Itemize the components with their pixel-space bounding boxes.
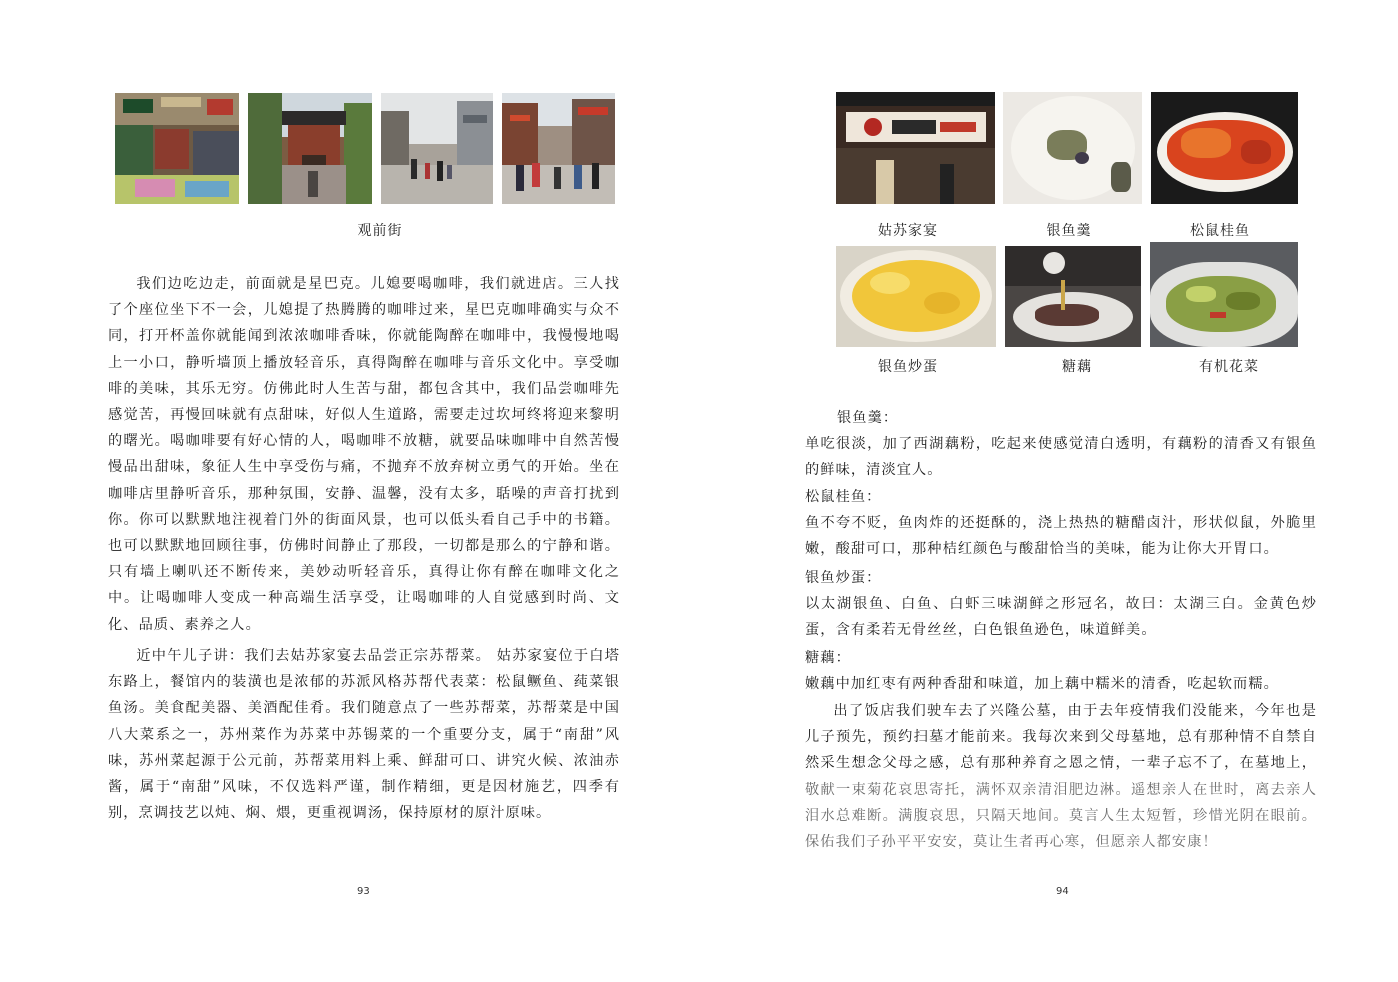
text-songshu-guiyu: 鱼不夸不贬，鱼肉炸的还挺酥的，浇上热热的糖醋卤汁，形状似鼠，外脆里 嫩，酸甜可口，那种桔红颜色与酸甜恰当的美味，能为让你大开胃口。 — [805, 515, 1317, 558]
paragraph-starbucks: 我们边吃边走，前面就是星巴克。儿媳要喝咖啡，我们就进店。三人找了个座位坐下不一会，儿媳提了热腾腾的咖啡过来，星巴克咖啡确实与众不同，打开杯盖你就能闻到浓浓咖啡香味，你就能陶醉在咖啡中，我慢慢地喝上一小口，静听墙顶上播放轻音乐，真得陶醉在咖啡与音乐文化中。享受咖啡的美味，其乐无穷。仿佛此时人生苦与甜，都包含其中，我们品尝咖啡先感觉苦，再慢回味就有点甜味，好似人生道路，需要走过坎坷终将迎来黎明的曙光。喝咖啡要有好心情的人，喝咖啡不放糖，就要品味咖啡中自然苦慢慢品出甜味，象征人生中享受伤与痛，不抛弃不放弃树立勇气的开始。坐在咖啡店里静听音乐，那种氛围，安静、温馨，没有太多，聒噪的声音打扰到你。你可以默默地注视着门外的街面风景，也可以低头看自己手中的书籍。也可以默默地回顾往事，仿佛时间静止了那段，一切都是那么的宁静和谐。只有墙上喇叭还不断传来，美妙动听轻音乐，真得让你有醉在咖啡文化之中。让喝咖啡人变成一种高端生活享受，让喝咖啡的人自觉感到时尚、文化、品质、素养之人。 — [108, 276, 620, 633]
closing-text-part2: 敬献一束菊花哀思寄托，满怀双亲清泪肥边淋。遥想亲人在世时，离去亲人泪水总难断。满腹哀思，只隔天地间。莫言人生太短暂，珍惜光阴在眼前。保佑我们子孙平平安安，莫让生者再心寒，但愿亲人都安康！ — [805, 781, 1317, 851]
yinyu-geng-photo — [1003, 92, 1142, 204]
gusu-jiayan-photo — [836, 92, 995, 204]
page-number: 94 — [1056, 886, 1069, 897]
heading-yinyu-chaodan: 银鱼炒蛋： — [805, 570, 882, 586]
caption-gusu-jiayan: 姑苏家宴 — [878, 223, 938, 239]
guanqian-street-photo — [381, 93, 493, 204]
youji-huacai-photo — [1150, 242, 1298, 347]
right-page — [699, 0, 1398, 982]
tang-ou-photo — [1005, 246, 1141, 347]
caption-songshu-guiyu: 松鼠桂鱼 — [1190, 223, 1250, 239]
text-tang-ou: 嫩藕中加红枣有两种香甜和味道，加上藕中糯米的清香，吃起软而糯。 — [805, 676, 1279, 692]
paragraph-gusu-jiayan: 近中午儿子讲：我们去姑苏家宴去品尝正宗苏帮菜。 姑苏家宴位于白塔东路上，餐馆内的装潢也是浓郁的苏派风格苏帮代表菜：松鼠鳜鱼、莼菜银鱼汤。美食配美器、美酒配佳肴。我们随意点了一些苏帮菜，苏帮菜是中国八大菜系之一，苏州菜作为苏菜中苏锡菜的一个重要分支，属于“南甜”风味，苏州菜起源于公元前，苏帮菜用料上乘、鲜甜可口、讲究火候、浓油赤酱，属于“南甜”风味，不仅选料严谨，制作精细，更是因材施艺，四季有别，烹调技艺以炖、焖、煨，更重视调汤，保持原材的原汁原味。 — [108, 648, 620, 822]
text-yinyu-geng: 单吃很淡，加了西湖藕粉，吃起来使感觉清白透明，有藕粉的清香又有银鱼的鲜味，清淡宜人。 — [805, 436, 1317, 479]
heading-songshu-guiyu: 松鼠桂鱼： — [805, 489, 882, 505]
caption-youji-huacai: 有机花菜 — [1199, 359, 1259, 375]
songshu-guiyu-photo — [1151, 92, 1298, 204]
caption-yinyu-chaodan: 银鱼炒蛋 — [878, 359, 938, 375]
yinyu-chaodan-photo — [836, 246, 996, 347]
heading-tang-ou: 糖藕： — [805, 650, 851, 666]
heading-yinyu-geng: 银鱼羹： — [837, 410, 899, 426]
photo-caption: 观前街 — [357, 223, 403, 239]
guanqian-shop-photo — [115, 93, 239, 204]
caption-yinyu-geng: 银鱼羹 — [1046, 223, 1092, 239]
page-number: 93 — [357, 886, 370, 897]
text-yinyu-chaodan: 以太湖银鱼、白鱼、白虾三味湖鲜之形冠名，故曰：太湖三白。金黄色炒蛋，含有柔若无骨丝丝，白色银鱼逊色，味道鲜美。 — [805, 596, 1317, 639]
guanqian-crowd-photo — [502, 93, 615, 204]
closing-text-part1: 出了饭店我们驶车去了兴隆公墓，由于去年疫情我们没能来，今年也是儿子预先，预约扫墓才能前来。我每次来到父母墓地，总有那种情不自禁自然采生想念父母之感，总有那种养育之恩之情，一辈子忘不了，在墓地上， — [805, 703, 1317, 772]
paragraph-xinglong-cemetery — [805, 698, 1317, 855]
guanqian-temple-photo — [248, 93, 372, 204]
caption-tang-ou: 糖藕 — [1062, 359, 1092, 375]
